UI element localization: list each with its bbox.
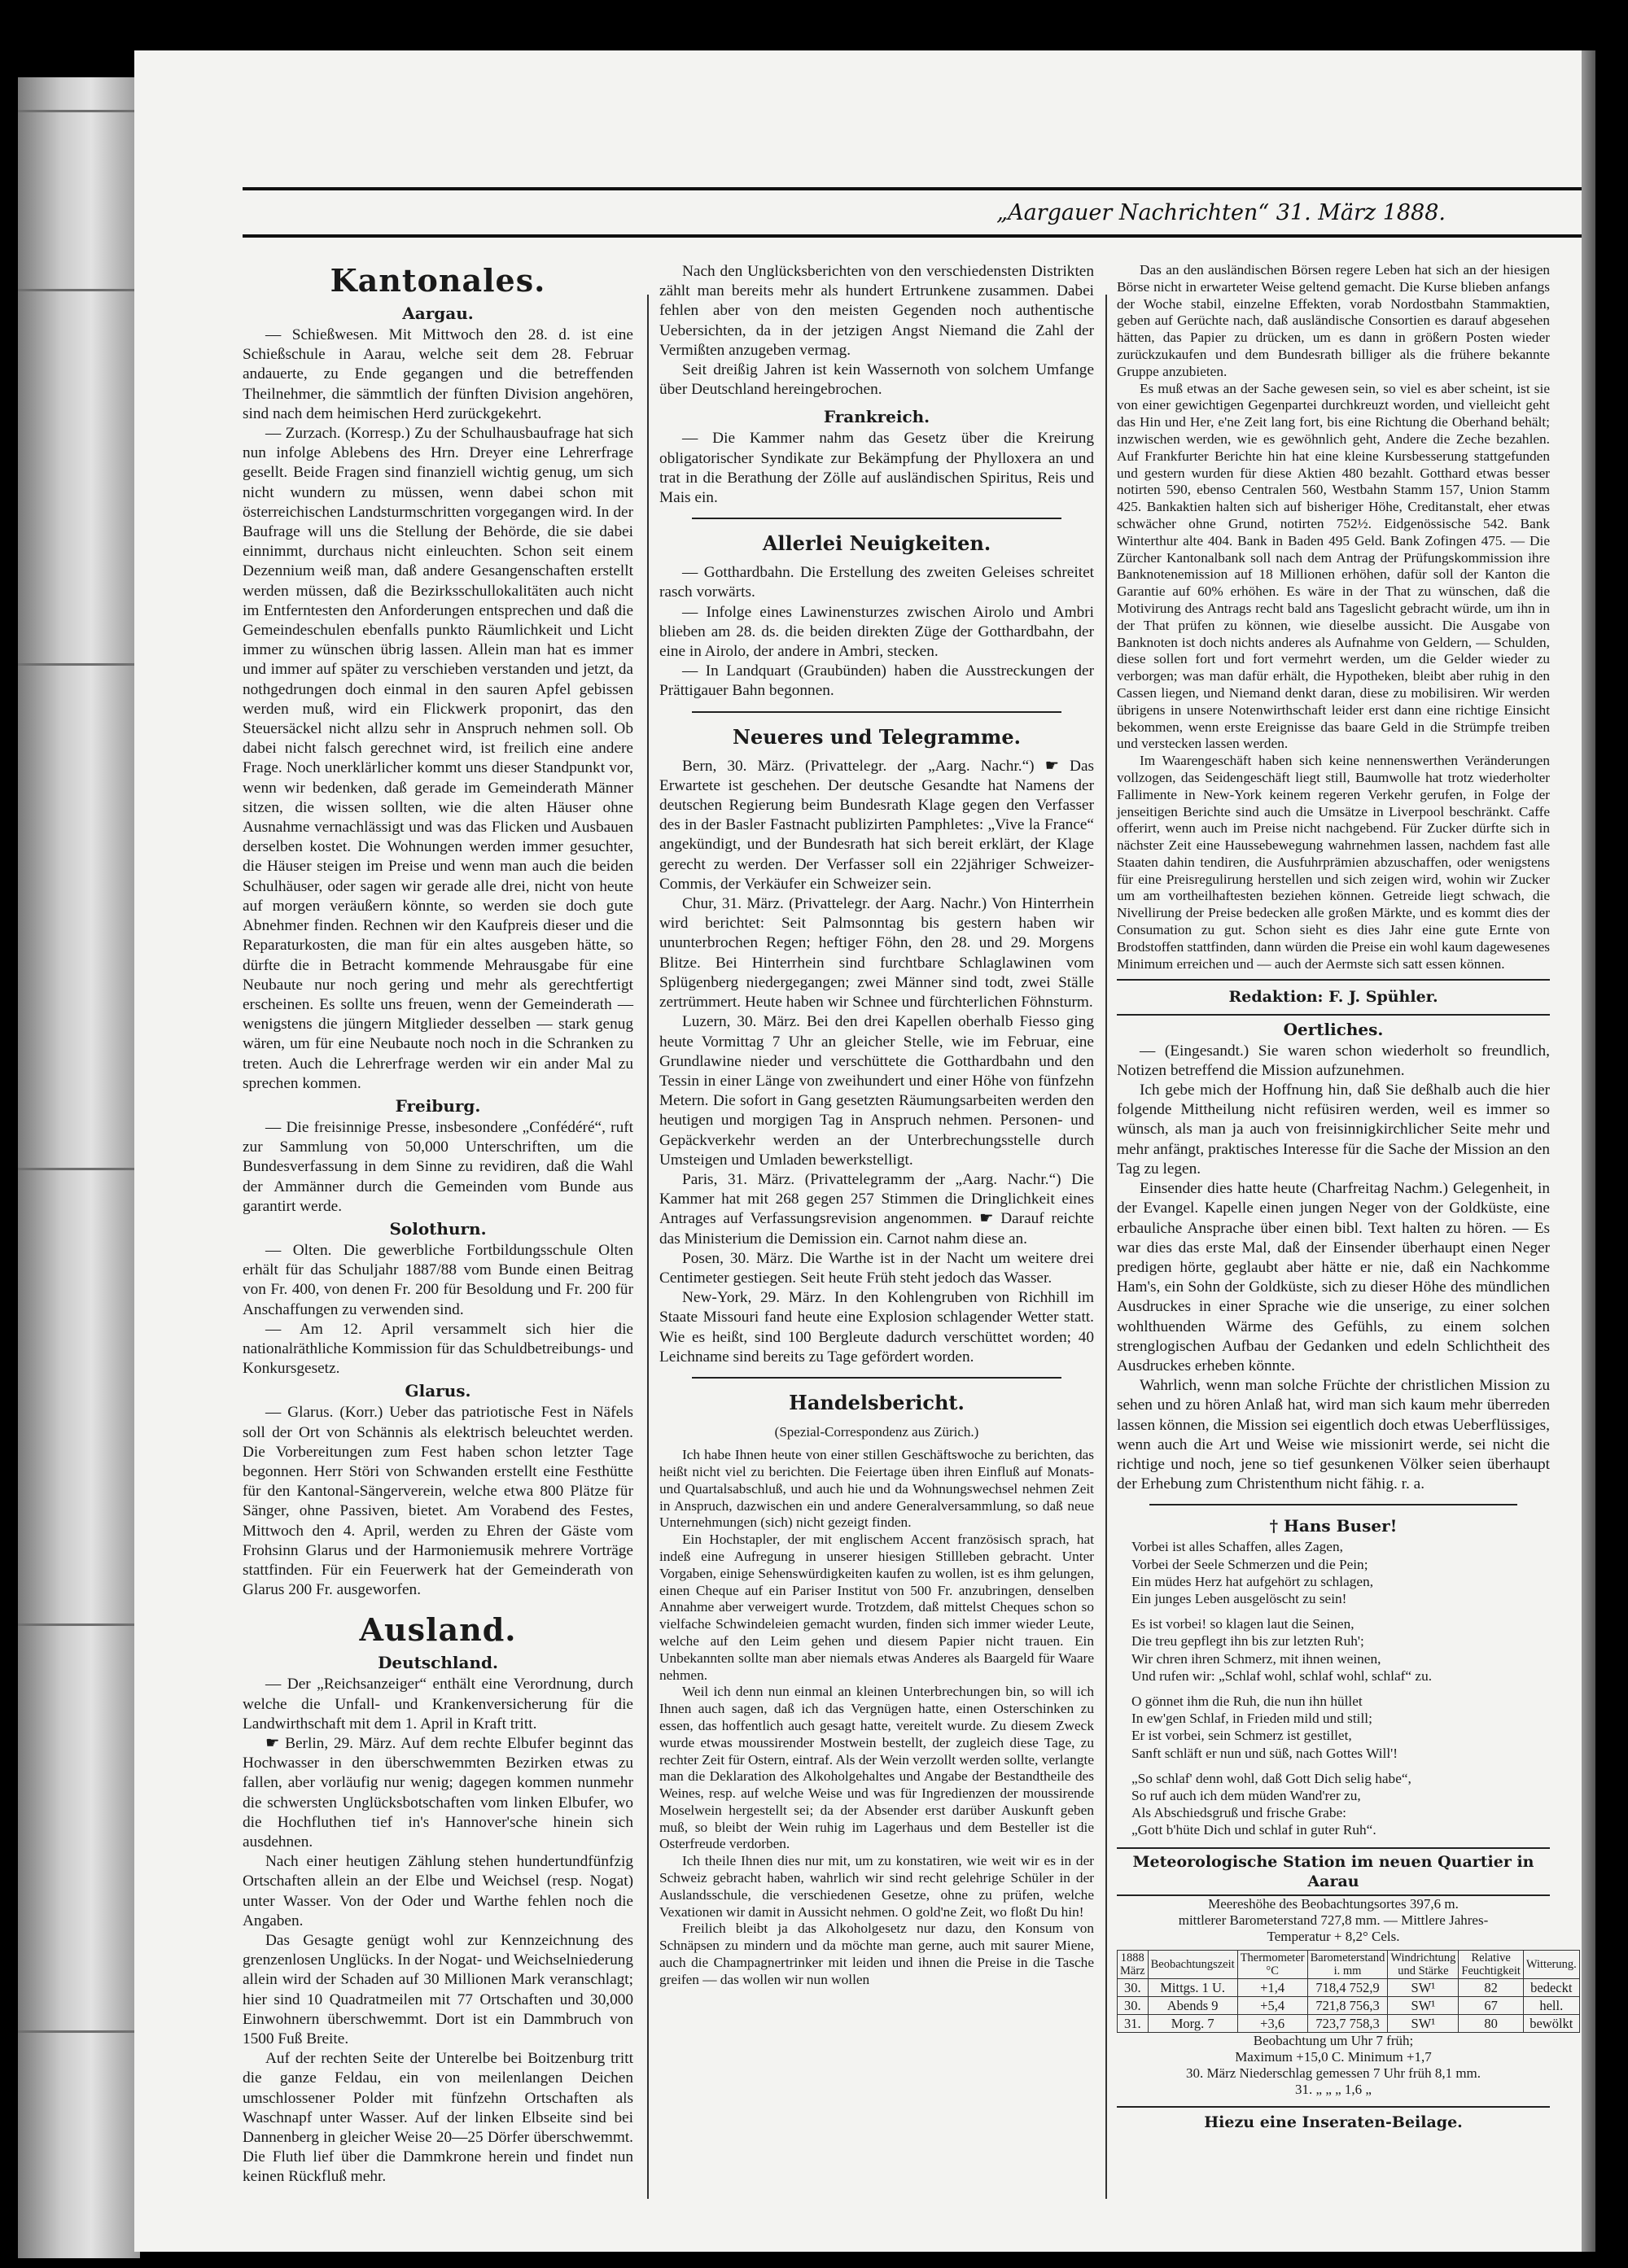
section-heading-handelsbericht: Handelsbericht. [789, 1390, 965, 1414]
meteo-row [1118, 2015, 1580, 2033]
poem-line: Als Abschiedsgruß und frische Grabe: [1131, 1805, 1346, 1821]
subheading-solothurn: Solothurn. [389, 1218, 487, 1239]
section-divider [1117, 1014, 1550, 1016]
poem-line: Vorbei ist alles Schaffen, alles Zagen, [1131, 1539, 1343, 1555]
meteo-column-header: 1888 März [1118, 1951, 1149, 1979]
subheading-freiburg: Freiburg. [395, 1095, 481, 1116]
meteo-line: Temperatur + 8,2° Cels. [1267, 1929, 1400, 1944]
column-1 [243, 262, 633, 2187]
meteo-cell: hell. [1523, 1997, 1579, 2015]
article-paragraph: Wahrlich, wenn man solche Früchte der christlichen Mission zu sehen und zu hören Anlaß hat, wird man sich kaum mehr überreden lassen können, die Mission sei eigentlich doch etwas Ueberflüssiges, wenn auch die Art und Weise wie missionirt werde, sei nicht die richtige und noch, jene so tief gesunkenen Völker seien überhaupt der Erhebung zum Christenthum nicht fähig. r. a. [1117, 1377, 1550, 1493]
meteo-row [1118, 1997, 1580, 2015]
article-paragraph: ☛ Berlin, 29. März. Auf dem rechte Elbufer beginnt das Hochwasser in den überschwemmten Bezirken etwas zu fallen, aber vorläufig nur wenig; dagegen kommen nunmehr die schwersten Unglücksbotschaften vom linken Elbufer, wo die Hochfluthen tief in's Hannover'sche hinein sich ausdehnen. [243, 1735, 633, 1851]
meteo-cell: +5,4 [1237, 1997, 1307, 2015]
poem-stanza-gap [1131, 1607, 1550, 1615]
masthead-rule-bottom [243, 234, 1582, 238]
article-paragraph: Es muß etwas an der Sache gewesen sein, so viel es aber scheint, ist sie von einer gewichtigen Gegenpartei durchkreuzt worden, und vielleicht geht das Hin und Her, e'ne Zeit lang fort, bis eine Richtung die Oberhand behält; inzwischen werden, wie es gewöhnlich geht, Andere die Zeche bezahlen. Auf Frankfurter Berichte hin hat eine kleine Kursbesserung stattgefunden und gestern wurden für diese Aktien 480 bezahlt. Gotthard etwas besser notirten 590, ebenso Centralen 560, Westbahn Stamm 157, Union Stamm 425. Bankaktien halten sich auf bisheriger Höhe, Creditanstalt, eher etwas schwächer ohne Grund, notirten 752½. Eidgenössische 542. Bank Winterthur alte 404. Bank in Baden 495 Geld. Bank Zofingen 475. — Die Zürcher Kantonalbank soll nach dem Antrag der Prüfungskommission ihre Banknotenemission auf 18 Millionen erhöhen, dafür soll der Kanton die Garantie auf 60% erhöhen. Es wäre in der That zu wünschen, daß die Motivirung des Antrags recht bald ans Tageslicht gebracht würde, um ihn in der That prüfen zu können, wie dieselbe aussicht. Die Ausgabe von Banknoten ist doch nichts anderes als Aufnahme von Geldern, — Schulden, diese sollen fort und fort vermehrt werden, um die Gelder wieder zu verborgen; was man dafür erhält, die Hypotheken, bleibt aber ruhig in den Cassen liegen, und Niemand denkt daran, diese zu mobilisiren. Wir werden übrigens in unsere Notenwirthschaft leider erst dann eine richtige Einsicht bekommen, wenn erste Ereignisse das baare Geld in die Strümpfe treiben und verstecken lassen werden. [1117, 380, 1550, 752]
article-paragraph: — Die Kammer nahm das Gesetz über die Kreirung obligatorischer Syndikate zur Bekämpfung der Phylloxera an und trat in die Berathung der Zölle auf ausländischen Spiritus, Reis und Mais ein. [659, 430, 1094, 507]
article-paragraph: Ich theile Ihnen dies nur mit, um zu konstatiren, wie weit wir es in der Schweiz gebracht haben, wahrlich wir sind recht gelehrige Schüler in der Auslandsschule, die verschiedenen Gesetze, ohne zu prüfen, welche Vexationen wir damit in Aussicht nehmen. O gold'ne Zeit, wo floßt Du hin! [659, 1853, 1094, 1920]
article-paragraph: Chur, 31. März. (Privattelegr. der Aarg. Nachr.) Von Hinterrhein wird berichtet: Seit Palmsonntag bis gestern haben wir ununterbrochen Regen; heftiger Föhn, den 28. und 29. Morgens Blitze. Bei Hinterrhein sind furchtbare Schlaglawinen vom Splügenberg niedergegangen; zwei Männer sind todt, zwei Ställe zertrümmert. Heute haben wir Schnee und fürchterlichen Föhnsturm. [659, 895, 1094, 1012]
masthead [243, 194, 1582, 233]
poem-line: O gönnet ihm die Ruh, die nun ihn hüllet [1131, 1693, 1363, 1709]
redaktion-line: Redaktion: F. J. Spühler. [1228, 988, 1438, 1007]
meteo-cell: Morg. 7 [1148, 2015, 1237, 2033]
poem-stanza-gap [1131, 1685, 1550, 1693]
meteo-line: mittlerer Barometerstand 727,8 mm. — Mittlere Jahres- [1178, 1912, 1489, 1928]
article-paragraph: — Gotthardbahn. Die Erstellung des zweiten Geleises schreitet rasch vorwärts. [659, 564, 1094, 601]
poem-line: „Gott b'hüte Dich und schlaf in guter Ruh“. [1131, 1822, 1376, 1838]
article-paragraph: — Infolge eines Lawinensturzes zwischen Airolo und Ambri blieben am 28. ds. die beiden direkten Züge der Gotthardbahn, der eine in Airolo, der andere in Ambri, stecken. [659, 603, 1094, 661]
poem-line: In ew'gen Schlaf, in Frieden mild und still; [1131, 1711, 1372, 1727]
meteo-cell: +1,4 [1237, 1979, 1307, 1997]
beilage-notice: Hiezu eine Inseraten-Beilage. [1117, 2106, 1550, 2132]
meteo-cell: bewölkt [1523, 2015, 1579, 2033]
poem-line: Er ist vorbei, sein Schmerz ist gestillet, [1131, 1728, 1352, 1744]
section-divider [1117, 979, 1550, 981]
meteo-cell: 721,8 756,3 [1307, 1997, 1388, 2015]
book-binding [18, 77, 140, 2258]
poem-line: Sanft schläft er nun und süß, nach Gottes Will'! [1131, 1745, 1398, 1761]
article-paragraph: — (Eingesandt.) Sie waren schon wiederholt so freundlich, Notizen betreffend die Mission aufzunehmen. [1117, 1042, 1550, 1079]
meteo-column-header: Windrichtung und Stärke [1388, 1951, 1459, 1979]
poem-line: Und rufen wir: „Schlaf wohl, schlaf wohl, schlaf“ zu. [1131, 1667, 1433, 1684]
article-paragraph: Bern, 30. März. (Privattelegr. der „Aarg. Nachr.“) ☛ Das Erwartete ist geschehen. Der deutsche Gesandte hat Namens der deutschen Regierung beim Bundesrath Klage gegen den Verfasser des in der Basler Fastnacht publizirten Pamphletes: „Vive la France“ angekündigt, und der Bundesrath hat sich bereit erklärt, der Klage gerecht zu werden. Der Verfasser soll ein 22jähriger Schweizer-Commis, der Verkäufer ein Schweizer sein. [659, 757, 1094, 893]
section-divider [692, 711, 1061, 713]
article-paragraph: Ich gebe mich der Hoffnung hin, daß Sie deßhalb auch die hier folgende Mittheilung nicht refüsiren werden, weil es immer so wünsch, als man ja auch von freisinnigkirchlicher Seite mehr und mehr anfängt, praktisches Interesse für die Sache der Mission an den Tag zu legen. [1117, 1082, 1550, 1178]
poem-line: Wir chren ihren Schmerz, mit ihnen weinen, [1131, 1650, 1381, 1667]
column-rule [647, 295, 649, 2199]
meteo-row [1118, 1979, 1580, 1997]
meteo-cell: 80 [1459, 2015, 1523, 2033]
poem-line: Ein junges Leben ausgelöscht zu sein! [1131, 1590, 1347, 1606]
masthead-title: „Aargauer Nachrichten“ 31. März 1888. [996, 200, 1446, 225]
article-paragraph: Im Waarengeschäft haben sich keine nennenswerthen Veränderungen vollzogen, das Seidengeschäft liegt still, Baumwolle hat trotz wiederholter Fallimente in New-York keinem regeren Verkehr gerufen, in Folge der jenseitigen Berichte sind auch die Umsätze in Liverpool beschränkt. Caffe offerirt, wenn auch im Preise nicht nachgebend. Für Zucker dürfte sich in nächster Zeit eine Haussebewegung wahrnehmen lassen, nachdem fast alle Staaten dahin tendiren, die Ausfuhrprämien abzuschaffen, oder wenigstens für eine Preisregulirung herstellen und sich zeigen wird, wohin wir Zucker um am vortheilhaftesten beziehen können. Getreide liegt schwach, die Nivellirung der Preise bedecken alle großen Märkte, und es kommt dies der Consumation zu gut. Schon sieht es dies Jahr eine gute Ernte von Brodstoffen stattfinden, dann würden die Preise ein wohl kaum dagewesenes Minimum erreichen und — auch der Aermste sich satt essen können. [1117, 753, 1550, 972]
meteo-footnote: 31. „ „ „ 1,6 „ [1295, 2082, 1372, 2097]
poem [1117, 1538, 1550, 1838]
article-paragraph: — Die freisinnige Presse, insbesondere „Confédéré“, ruft zur Sammlung von 50,000 Unterschriften, um die Bundesverfassung in dem Sinne zu revidiren, daß die Wahl der Ammänner durch die Gemeinden vom Bunde aus garantirt werde. [243, 1118, 633, 1215]
article-paragraph: Einsender dies hatte heute (Charfreitag Nachm.) Gelegenheit, in der Evangel. Kapelle einen jungen Neger von der Goldküste, eine erbauliche Ansprache über einen bibl. Text halten zu hören. — Es war dies das erste Mal, daß der Einsender überhaupt einen Neger predigen hörte, geglaubt aber hätte er nie, daß ein Nachkomme Ham's, ein Sohn der Goldküste, sich zu dieser Höhe des mündlichen Ausdruckes in einer Sprache wie die unserige, zu einer solchen wohlthuenden Wärme des Gefühls, zu einem solchen strenglogischen Aufbau der Gedanken und edeln Schlichtheit des Ausdruckes erheben könnte. [1117, 1180, 1550, 1374]
section-heading-ausland: Ausland. [359, 1611, 517, 1649]
section-heading-kantonales: Kantonales. [330, 262, 546, 299]
article-paragraph: — Zurzach. (Korresp.) Zu der Schulhausbaufrage hat sich nun infolge Ablebens des Hrn. Dreyer eine Lehrerfrage gesellt. Beide Fragen sind finanziell wichtig genug, um sich nicht wundern zu müssen, wenn dabei schon mit österreichischen Landsturmschritten vorgegangen wird. In der Baufrage will uns die Stellung der Behörde, die sie dabei einnimmt, durchaus nicht einleuchten. Schon seit einem Dezennium weiß man, daß andere Gesangenschaften erstellt werden müssen, daß die Bezirksschullokalitäten auch nicht im Entferntesten den Anforderungen entsprechen und daß die Gemeindeschulen ebenfalls punkto Räumlichkeit und Licht immer zu wünschen übrig lassen. Allein man hat es immer und immer auf später zu verschieben verstanden und jetzt, da nothgedrungen doch einmal in den sauren Apfel gebissen werden muß, wird ein Flickwerk proponirt, das den Steuersäckel nicht allzu sehr in Anspruch nehmen soll. Ob dabei nicht falsch gerechnet wird, ist freilich eine andere Frage. Noch unerklärlicher kommt uns dieser Standpunkt vor, wenn wir bedenken, daß gerade im Gemeinderath Männer sitzen, die wissen sollten, wie die alten Häuser ohne Ausnahme vernachlässigt und was das Flicken und Ausbauen derselben kostet. Die Wohnungen werden immer gesuchter, die Häuser steigen im Preise und wenn man auch die beiden Schulhäuser, oder sagen wir gerade alle drei, nicht von heute auf morgen veräußern könnte, so werden sie doch gute Abnehmer finden. Rechnen wir den Kaufpreis dieser und die Reparaturkosten, die man für ein altes ausgeben hätte, so dürfte die in Betracht kommende Mehrausgabe für eine Neubaute nur noch gering und mehr als gerechtfertigt erscheinen. Es sollte uns freuen, wenn der Gemeinderath — wenigstens die jüngern Mitglieder desselben — stark genug wären, um für eine Neubaute noch noch in die Schranken zu treten. Auch die Lehrerfrage werden wir ein ander Mal zu sprechen kommen. [243, 425, 633, 1092]
article-paragraph: — Der „Reichsanzeiger“ enthält eine Verordnung, durch welche die Unfall- und Krankenversicherung für die Landwirthschaft mit dem 1. April in Kraft tritt. [243, 1676, 633, 1733]
article-paragraph: Paris, 31. März. (Privattelegramm der „Aarg. Nachr.“) Die Kammer hat mit 268 gegen 257 Stimmen die Dringlichkeit eines Antrages auf Verfassungsrevision angenommen. ☛ Darauf reichte das Ministerium die Demission ein. Carnot nahm diese an. [659, 1170, 1094, 1248]
meteo-cell: Mittgs. 1 U. [1148, 1979, 1237, 1997]
article-paragraph: Auf der rechten Seite der Unterelbe bei Boitzenburg tritt die ganze Feldau, ein von meilenlangen Deichen umschlossener Polder mit fünfzehn Ortschaften als Waschnapf unter Wasser. Auf der linken Elbseite sind bei Dannenberg in gleicher Weise 20—25 Dörfer überschwemmt. Die Fluth lief über die Dammkrone herein und findet nun keinen Rückfluß mehr. [243, 2050, 633, 2186]
article-paragraph: Seit dreißig Jahren ist kein Wassernoth von solchem Umfange über Deutschland hereingebrochen. [659, 361, 1094, 399]
article-paragraph: Luzern, 30. März. Bei den drei Kapellen oberhalb Fiesso ging heute Vormittag 7 Uhr an gleicher Stelle, wie im Februar, eine Grundlawine nieder und verschüttete die Gotthardbahn und den Tessin in einer Länge von zweihundert und einer Höhe von fünfzehn Metern. Die sofort in Gang gesetzten Räumungsarbeiten werden den heutigen und morgigen Tag in Anspruch nehmen. Personen- und Gepäckverkehr werden an der Unterbrechungsstelle durch Umsteigen und Umladen bewerkstelligt. [659, 1013, 1094, 1169]
meteo-footnote: Beobachtung um Uhr 7 früh; [1253, 2033, 1414, 2048]
article-paragraph: — Schießwesen. Mit Mittwoch den 28. d. ist eine Schießschule in Aarau, welche seit dem 28. Februar andauerte, zu Ende gegangen und die betreffenden Theilnehmer, die sämmtlich der fünften Division angehören, sind nach dem heimischen Herd zurückgekehrt. [243, 326, 633, 422]
article-paragraph: New-York, 29. März. In den Kohlengruben von Richhill im Staate Missouri fand heute eine Explosion schlagender Wetter statt. Wie es heißt, sind 100 Bergleute dadurch verschüttet worden; 40 Leichname sind bereits zu Tage gefördert worden. [659, 1289, 1094, 1366]
article-paragraph: Ich habe Ihnen heute von einer stillen Geschäftswoche zu berichten, das heißt nicht viel zu berichten. Die Feiertage üben ihren Einfluß auf Monats- und Quartalsabschluß, und auch hie und da Wohnungswechsel nehmen Zeit in Anspruch, dazwischen ein und andere Generalversammlung, so daß neue Unternehmungen (sich) nicht gezeigt finden. [659, 1447, 1094, 1531]
article-paragraph: Das Gesagte genügt wohl zur Kennzeichnung des grenzenlosen Unglücks. In der Nogat- und Weichselniederung allein wird der Schaden auf 30 Millionen Mark veranschlagt; hier sind 10 Quadratmeilen mit 77 Ortschaften und 30,000 Einwohnern überschwemmt. Dort ist ein Dammbruch von 1500 Fuß Breite. [243, 1932, 633, 2048]
meteo-footnote: Maximum +15,0 C. Minimum +1,7 [1235, 2049, 1432, 2065]
poem-line: So ruf auch ich dem müden Wand'rer zu, [1131, 1787, 1361, 1803]
meteo-cell: +3,6 [1237, 2015, 1307, 2033]
meteo-cell: 30. [1118, 1997, 1149, 2015]
column-rule [1105, 295, 1107, 2199]
article-paragraph: — In Landquart (Graubünden) haben die Ausstreckungen der Prättigauer Bahn begonnen. [659, 662, 1094, 700]
meteo-column-header: Thermometer °C [1237, 1951, 1307, 1979]
article-paragraph: Das an den ausländischen Börsen regere Leben hat sich an der hiesigen Börse nicht in erwarteter Weise geltend gemacht. Die Kurse blieben anfangs der Woche stabil, einzelne Effekten, vorab Nordostbahn Stammaktien, geben auf Gerüchte nach, daß ausländische Consortien es darauf abgesehen hätten, das Papier zu drücken, um es dann in größern Posten wieder zurückzukaufen und dem Bundesrath billiger als die frühere bekannte Gruppe anzubieten. [1117, 262, 1550, 379]
section-heading-allerlei: Allerlei Neuigkeiten. [762, 531, 991, 556]
poem-line: Vorbei der Seele Schmerzen und die Pein; [1131, 1556, 1368, 1572]
poem-line: Ein müdes Herz hat aufgehört zu schlagen, [1131, 1573, 1374, 1589]
section-divider [692, 1377, 1061, 1379]
meteo-footnote: 30. März Niederschlag gemessen 7 Uhr früh 8,1 mm. [1185, 2065, 1481, 2081]
meteo-cell: 30. [1118, 1979, 1149, 1997]
poem-line: Die treu gepflegt ihn bis zur letzten Ruh'; [1131, 1633, 1364, 1650]
article-paragraph: Nach einer heutigen Zählung stehen hundertundfünfzig Ortschaften allein an der Elbe und Weichsel (resp. Nogat) unter Wasser. Von der Oder und Warthe fehlen noch die Angaben. [243, 1853, 633, 1929]
poem-heading: † Hans Buser! [1269, 1516, 1398, 1536]
article-paragraph: — Olten. Die gewerbliche Fortbildungsschule Olten erhält für das Schuljahr 1887/88 vom Bunde einen Beitrag von Fr. 400, von denen Fr. 200 für Besoldung und Fr. 200 für Anschaffungen zu verwenden sind. [243, 1241, 633, 1318]
poem-line: „So schlaf' denn wohl, daß Gott Dich selig habe“, [1131, 1770, 1411, 1786]
meteo-cell: SW¹ [1388, 1997, 1459, 2015]
meteo-cell: 723,7 758,3 [1307, 2015, 1388, 2033]
meteo-line: Meereshöhe des Beobachtungsortes 397,6 m. [1208, 1896, 1459, 1912]
meteo-column-header: Beobachtungszeit [1148, 1951, 1237, 1979]
article-paragraph: Weil ich denn nun einmal an kleinen Unterbrechungen bin, so will ich Ihnen auch sagen, daß ich das Vergnügen hatte, einen Osterschinken zu essen, das hoffentlich auch gesagt hatte, vereitelt wurde. Zu diesem Zweck wurde etwas moussirender Mostwein bestellt, der zugleich diese Tage, zu rechter Zeit für Ostern, eintraf. Als der Wein verzollt werden sollte, verlangte man die Deklaration des Alkoholgehaltes und Angabe der Bestandtheile des Weines, resp. auf welche Weise und was für Ingredienzen der moussirende Moselwein hergestellt sei; da der Absender erst darüber Auskunft geben muß, so bleibt der Wein ruhig im Lagerhaus und dem Besteller ist die Osterfreude verdorben. [659, 1684, 1094, 1852]
section-divider [1149, 1504, 1517, 1505]
poem-line: Es ist vorbei! so klagen laut die Seinen, [1131, 1616, 1354, 1632]
subheading-frankreich: Frankreich. [823, 407, 930, 427]
subheading-deutschland: Deutschland. [378, 1653, 498, 1673]
meteo-cell: SW¹ [1388, 1979, 1459, 1997]
article-paragraph: Ein Hochstapler, der mit englischem Accent französisch sprach, hat indeß eine Aufregung in unserer hiesigen Stillleben gebracht. Unter Vorgaben, einige Sehenswürdigkeiten kaufen zu wollen, ist es ihm gelungen, einen Cheque auf ein Pariser Institut von 500 Fr. anzubringen, denselben Annahme aber verweigert wurde. Trotzdem, daß mittelst Cheques schon so vielfache Schwindeleien gemacht wurden, finden sich immer wieder Leute, welche auf den Leim gehen und diesem Papier nicht trauen. Ein Unbekannten sollte man aber niemals etwas Anderes als Baargeld für Waare nehmen. [659, 1532, 1094, 1683]
subheading-glarus: Glarus. [405, 1381, 471, 1401]
meteo-cell: bedeckt [1523, 1979, 1579, 1997]
meteo-cell: 718,4 752,9 [1307, 1979, 1388, 1997]
article-paragraph: Nach den Unglücksberichten von den verschiedensten Distrikten zählt man bereits mehr als hundert Ertrunkene zusammen. Dabei fehlen aber von den meisten Gegenden noch authentische Uebersichten, da in der jetzigen Angst Niemand die Zahl der Vermißten anzugeben vermag. [659, 263, 1094, 359]
column-2 [659, 262, 1094, 1989]
meteo-title: Meteorologische Station im neuen Quartier in Aarau [1117, 1847, 1550, 1896]
subheading-aargau: Aargau. [402, 304, 474, 323]
handelsbericht-subtitle: (Spezial-Correspondenz aus Zürich.) [774, 1423, 979, 1440]
article-paragraph: — Glarus. (Korr.) Ueber das patriotische Fest in Näfels soll der Ort von Schännis als elektrisch beleuchtet werden. Die Vorbereitungen zum Fest haben schon letzter Tage begonnen. Herr Störi von Schwanden erstellt eine Festhütte für den Kantonal-Sängerverein, welche etwa 800 Plätze für Sänger, ohne Passiven, bietet. Am Vorabend des Festes, Mittwoch den 4. April, werden zu Ehren der Gäste vom Frohsinn Glarus und der Harmoniemusik mehrere Vorträge stattfinden. Für ein Feuerwerk hat der Gemeinderath von Glarus 200 Fr. ausgeworfen. [243, 1404, 633, 1599]
meteo-cell: 31. [1118, 2015, 1149, 2033]
meteo-column-header: Relative Feuchtigkeit [1459, 1951, 1523, 1979]
section-divider [692, 518, 1061, 519]
masthead-rule-top [243, 187, 1582, 190]
meteo-column-header: Barometerstand i. mm [1307, 1951, 1388, 1979]
meteo-cell: 67 [1459, 1997, 1523, 2015]
meteo-cell: 82 [1459, 1979, 1523, 1997]
subheading-oertliches: Oertliches. [1283, 1019, 1384, 1039]
meteo-cell: Abends 9 [1148, 1997, 1237, 2015]
article-paragraph: — Am 12. April versammelt sich hier die nationalräthliche Kommission für das Schuldbetreibungs- und Konkursgesetz. [243, 1320, 633, 1378]
newspaper-page [134, 50, 1582, 2252]
article-paragraph: Freilich bleibt ja das Alkoholgesetz nur dazu, den Konsum von Schnäpsen zu mindern und da möchte man gerne, auch mit saurer Miene, auch die Champagnertrinker mit leiden und ihnen die Preise in die Tasche greifen — das wollen wir nun wollen [659, 1921, 1094, 1987]
meteo-column-header: Witterung. [1523, 1951, 1579, 1979]
meteo-table [1117, 1950, 1580, 2033]
section-heading-neueres: Neueres und Telegramme. [733, 724, 1021, 749]
poem-stanza-gap [1131, 1762, 1550, 1770]
meteo-cell: SW¹ [1388, 2015, 1459, 2033]
column-3 [1117, 262, 1577, 2132]
article-paragraph: Posen, 30. März. Die Warthe ist in der Nacht um weitere drei Centimeter gestiegen. Seit heute Früh steht jedoch das Wasser. [659, 1249, 1094, 1287]
